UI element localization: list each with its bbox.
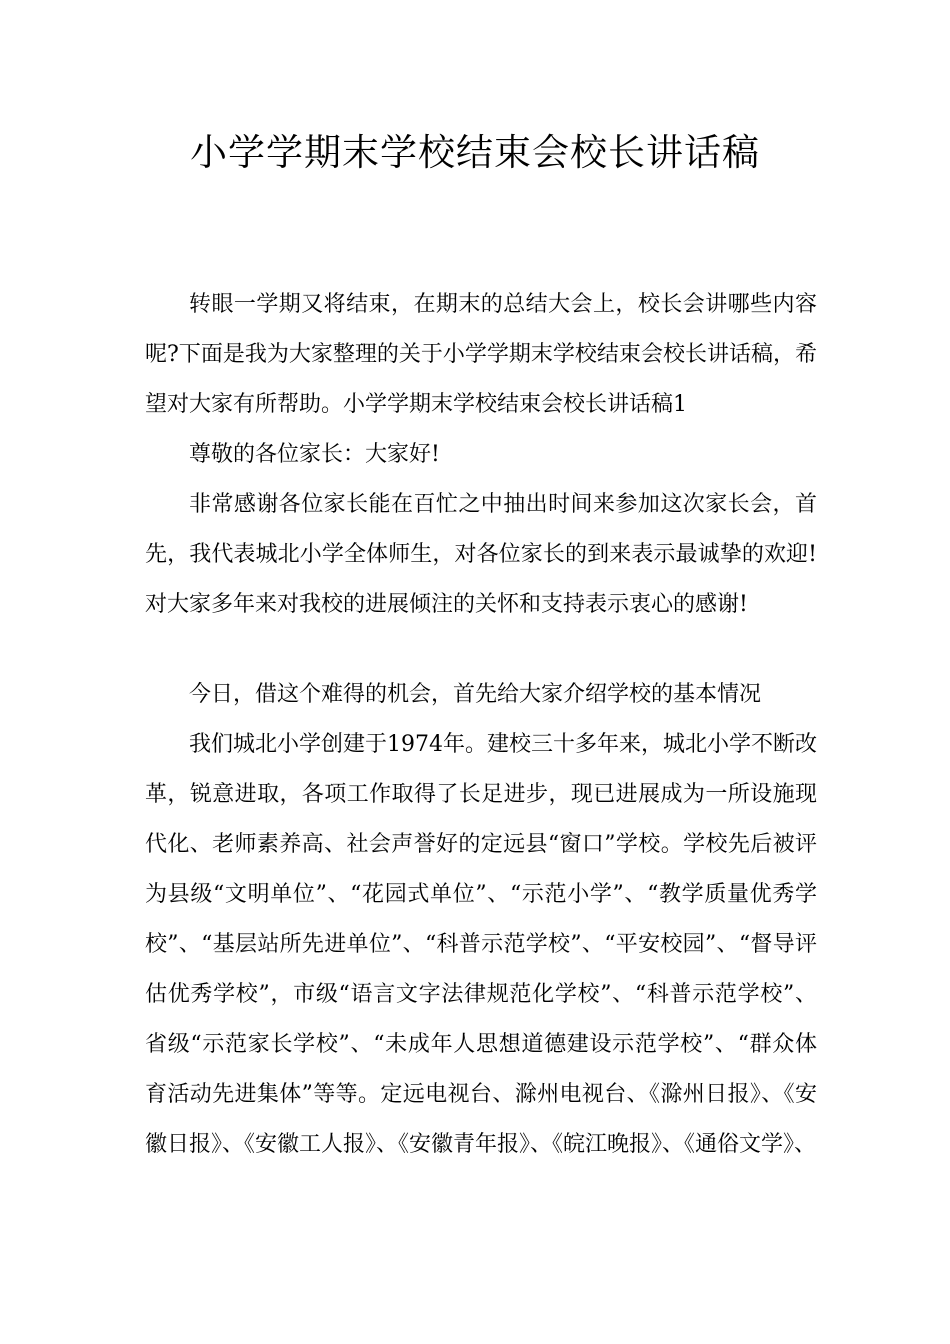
paragraph-gap (145, 630, 817, 670)
paragraph-thanks: 非常感谢各位家长能在百忙之中抽出时间来参加这次家长会，首先，我代表城北小学全体师生，对各位家长的到来表示最诚挚的欢迎!对大家多年来对我校的进展倾注的关怀和支持表示衷心的感谢! (145, 492, 817, 617)
paragraph-introduction-lead: 今日，借这个难得的机会，首先给大家介绍学校的基本情况 (189, 682, 762, 707)
document-title: 小学学期末学校结束会校长讲话稿 (190, 131, 760, 174)
paragraph-greeting: 尊敬的各位家长：大家好! (189, 442, 440, 467)
paragraph-school-history: 我们城北小学创建于1974年。建校三十多年来，城北小学不断改革，锐意进取，各项工作取得了长足进步，现已进展成为一所设施现代化、老师素养高、社会声誉好的定远县“窗口”学校。学校先后被评为县级“文明单位”、“花园式单位”、“示范小学”、“教学质量优秀学校”、“基层站所先进单位”、“科普示范学校”、“平安校园”、“督导评估优秀学校”，市级“语言文字法律规范化学校”、“科普示范学校”、省级“示范家长学校”、“未成年人思想道德建设示范学校”、“群众体育活动先进集体”等等。定远电视台、滁州电视台、《滁州日报》、《安徽日报》、《安徽工人报》、《安徽青年报》、《皖江晚报》、《通俗文学》、 (145, 732, 817, 1157)
document-body (145, 280, 817, 1170)
paragraph-intro: 转眼一学期又将结束，在期末的总结大会上，校长会讲哪些内容呢?下面是我为大家整理的关于小学学期末学校结束会校长讲话稿，希望对大家有所帮助。小学学期末学校结束会校长讲话稿1 (145, 292, 817, 417)
